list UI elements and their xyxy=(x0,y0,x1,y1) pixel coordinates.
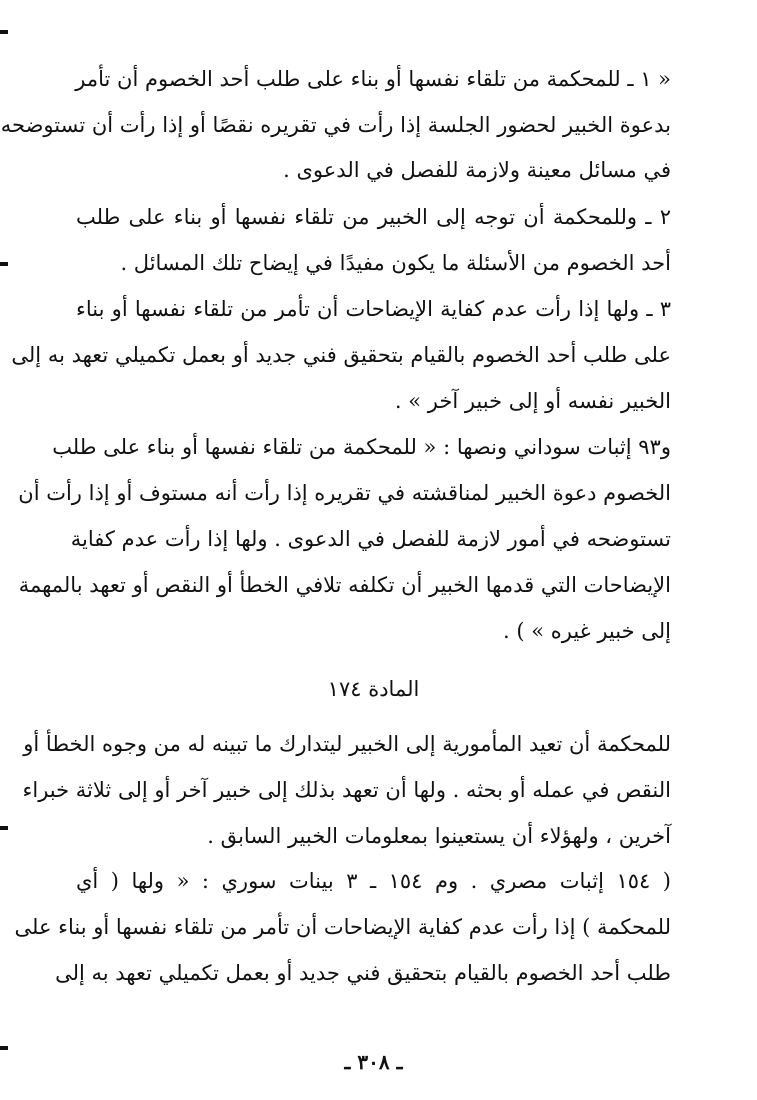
text-line: ٣ ـ ولها إذا رأت عدم كفاية الإيضاحات أن تأمر من تلقاء نفسها أو بناء xyxy=(76,297,671,321)
text-line: للمحكمة أن تعيد المأمورية إلى الخبير ليتدارك ما تبينه له من وجوه الخطأ أو xyxy=(23,732,671,756)
text-line: إلى خبير غيره » ) . xyxy=(503,619,671,643)
margin-mark xyxy=(0,30,8,34)
text-line: طلب أحد الخصوم بالقيام بتحقيق فني جديد أو بعمل تكميلي تعهد به إلى xyxy=(55,961,671,985)
text-line: ( ١٥٤ إثبات مصري . وم ١٥٤ ـ ٣ بينات سوري : « ولها ( أي xyxy=(76,869,671,893)
article-heading: المادة ١٧٤ xyxy=(327,677,420,701)
margin-mark xyxy=(0,1046,8,1050)
text-line: الإيضاحات التي قدمها الخبير أن تكلفه تلافي الخطأ أو النقص أو تعهد بالمهمة xyxy=(18,573,671,597)
text-line: النقص في عمله أو بحثه . ولها أن تعهد بذلك إلى خبير آخر أو إلى ثلاثة خبراء xyxy=(22,778,671,802)
text-line: آخرين ، ولهؤلاء أن يستعينوا بمعلومات الخبير السابق . xyxy=(207,824,671,848)
text-line: للمحكمة ) إذا رأت عدم كفاية الإيضاحات أن تأمر من تلقاء نفسها أو بناء على xyxy=(14,915,671,939)
margin-mark xyxy=(0,826,8,830)
text-line: بدعوة الخبير لحضور الجلسة إذا رأت في تقريره نقصًا أو إذا رأت أن تستوضحه xyxy=(0,113,671,137)
text-line: الخبير نفسه أو إلى خبير آخر » . xyxy=(394,389,671,413)
text-line: الخصوم دعوة الخبير لمناقشته في تقريره إذا رأت أنه مستوف أو إذا رأت أن xyxy=(18,481,671,505)
text-line: تستوضحه في أمور لازمة للفصل في الدعوى . ولها إذا رأت عدم كفاية xyxy=(70,527,671,551)
text-line: ٢ ـ وللمحكمة أن توجه إلى الخبير من تلقاء نفسها أو بناء على طلب xyxy=(76,205,671,229)
text-line: « ١ ـ للمحكمة من تلقاء نفسها أو بناء على طلب أحد الخصوم أن تأمر xyxy=(75,67,671,91)
text-line: أحد الخصوم من الأسئلة ما يكون مفيدًا في إيضاح تلك المسائل . xyxy=(120,251,671,275)
text-line: على طلب أحد الخصوم بالقيام بتحقيق فني جديد أو بعمل تكميلي تعهد به إلى xyxy=(11,343,671,367)
page-number: ـ ٣٠٨ ـ xyxy=(344,1050,403,1074)
text-line: في مسائل معينة ولازمة للفصل في الدعوى . xyxy=(283,158,671,182)
margin-mark xyxy=(0,262,8,266)
text-line: و٩٣ إثبات سوداني ونصها : « للمحكمة من تلقاء نفسها أو بناء على طلب xyxy=(52,435,671,459)
